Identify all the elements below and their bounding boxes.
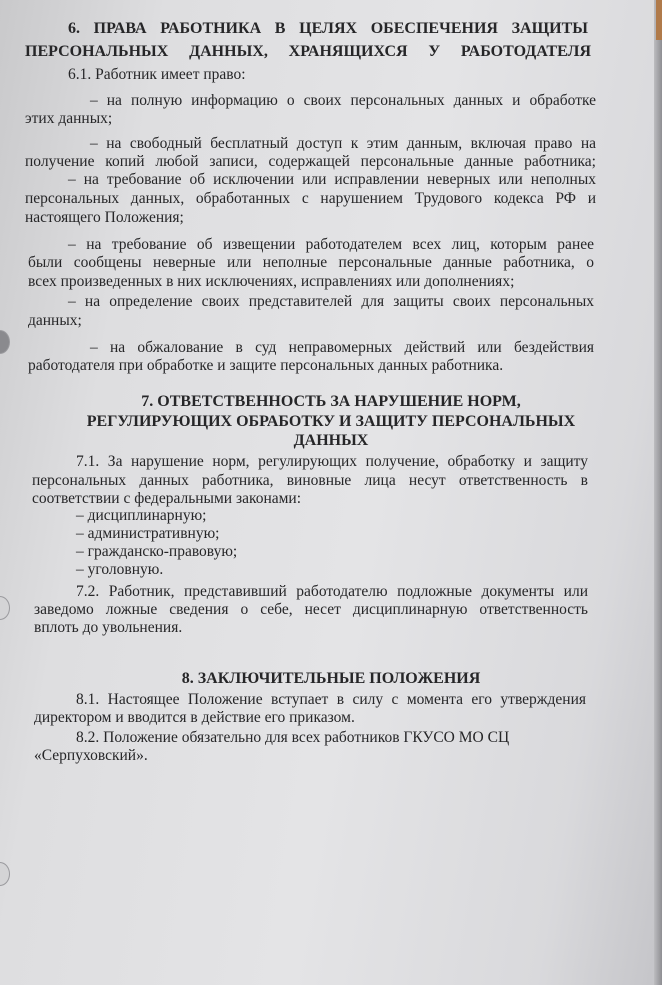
paragraph-line: 7.2. Работник, представивший работодателю подложные документы или: [76, 583, 588, 600]
paragraph-line: этих данных;: [25, 110, 113, 127]
paragraph-line: всех произведенных в них исключениях, исправлениях или дополнениях;: [28, 273, 515, 290]
section-8-title: 8. ЗАКЛЮЧИТЕЛЬНЫЕ ПОЛОЖЕНИЯ: [181, 670, 481, 687]
section-7-title-line1: 7. ОТВЕТСТВЕННОСТЬ ЗА НАРУШЕНИЕ НОРМ,: [141, 393, 521, 410]
paragraph-line: – на определение своих представителей для защиты своих персональных: [68, 293, 594, 310]
paragraph-line: персональных данных, обработанных с нарушением Трудового кодекса РФ и: [25, 190, 596, 207]
paragraph-line: были сообщены неверные или неполные персональные данные работника, о: [28, 254, 594, 271]
section-7-title-line3: ДАННЫХ: [293, 432, 369, 449]
paragraph-line: 7.1. За нарушение норм, регулирующих получение, обработку и защиту: [76, 453, 588, 470]
paragraph-line: вплоть до увольнения.: [34, 619, 183, 636]
paragraph-line: «Серпуховский».: [34, 747, 148, 764]
paragraph-line: настоящего Положения;: [25, 209, 184, 226]
paragraph-line: 8.1. Настоящее Положение вступает в силу с момента его утверждения: [76, 691, 586, 708]
list-item: – гражданско-правовую;: [76, 543, 238, 560]
paragraph-line: данных;: [28, 312, 82, 329]
punch-hole: [0, 330, 10, 354]
list-item: – уголовную.: [76, 561, 164, 578]
paragraph-line: – на требование об исключении или исправлении неверных или неполных: [68, 171, 596, 188]
paragraph-line: заведомо ложные сведения о себе, несет дисциплинарную ответственность: [34, 601, 588, 618]
punch-hole: [0, 596, 10, 620]
page-edge-shadow: [654, 0, 662, 985]
paragraph-line: 6.1. Работник имеет право:: [68, 66, 246, 83]
paragraph-line: соответствии с федеральными законами:: [32, 490, 302, 507]
section-6-title-line1: 6. ПРАВА РАБОТНИКА В ЦЕЛЯХ ОБЕСПЕЧЕНИЯ ЗАЩИТЫ: [68, 20, 588, 37]
list-item: – дисциплинарную;: [76, 507, 207, 524]
paragraph-line: – на обжалование в суд неправомерных действий или бездействия: [90, 339, 594, 356]
paragraph-line: персональных данных работника, виновные лица несут ответственность в: [32, 472, 588, 489]
background-corner: [656, 0, 662, 40]
section-6-title-line2: ПЕРСОНАЛЬНЫХ ДАННЫХ, ХРАНЯЩИХСЯ У РАБОТОДАТЕЛЯ: [25, 43, 591, 60]
paragraph-line: получение копий любой записи, содержащей персональные данные работника;: [25, 153, 596, 170]
list-item: – административную;: [76, 525, 220, 542]
paragraph-line: 8.2. Положение обязательно для всех работников ГКУСО МО СЦ: [76, 729, 510, 746]
paragraph-line: работодателя при обработке и защите персональных данных работника.: [28, 357, 504, 374]
paragraph-line: директором и вводится в действие его приказом.: [34, 709, 355, 726]
paragraph-line: – на требование об извещении работодателем всех лиц, которым ранее: [68, 236, 594, 253]
paragraph-line: – на полную информацию о своих персональных данных и обработке: [90, 92, 596, 109]
punch-hole: [0, 862, 10, 886]
paragraph-line: – на свободный бесплатный доступ к этим данным, включая право на: [90, 135, 596, 152]
section-7-title-line2: РЕГУЛИРУЮЩИХ ОБРАБОТКУ И ЗАЩИТУ ПЕРСОНАЛЬНЫХ: [86, 413, 576, 430]
